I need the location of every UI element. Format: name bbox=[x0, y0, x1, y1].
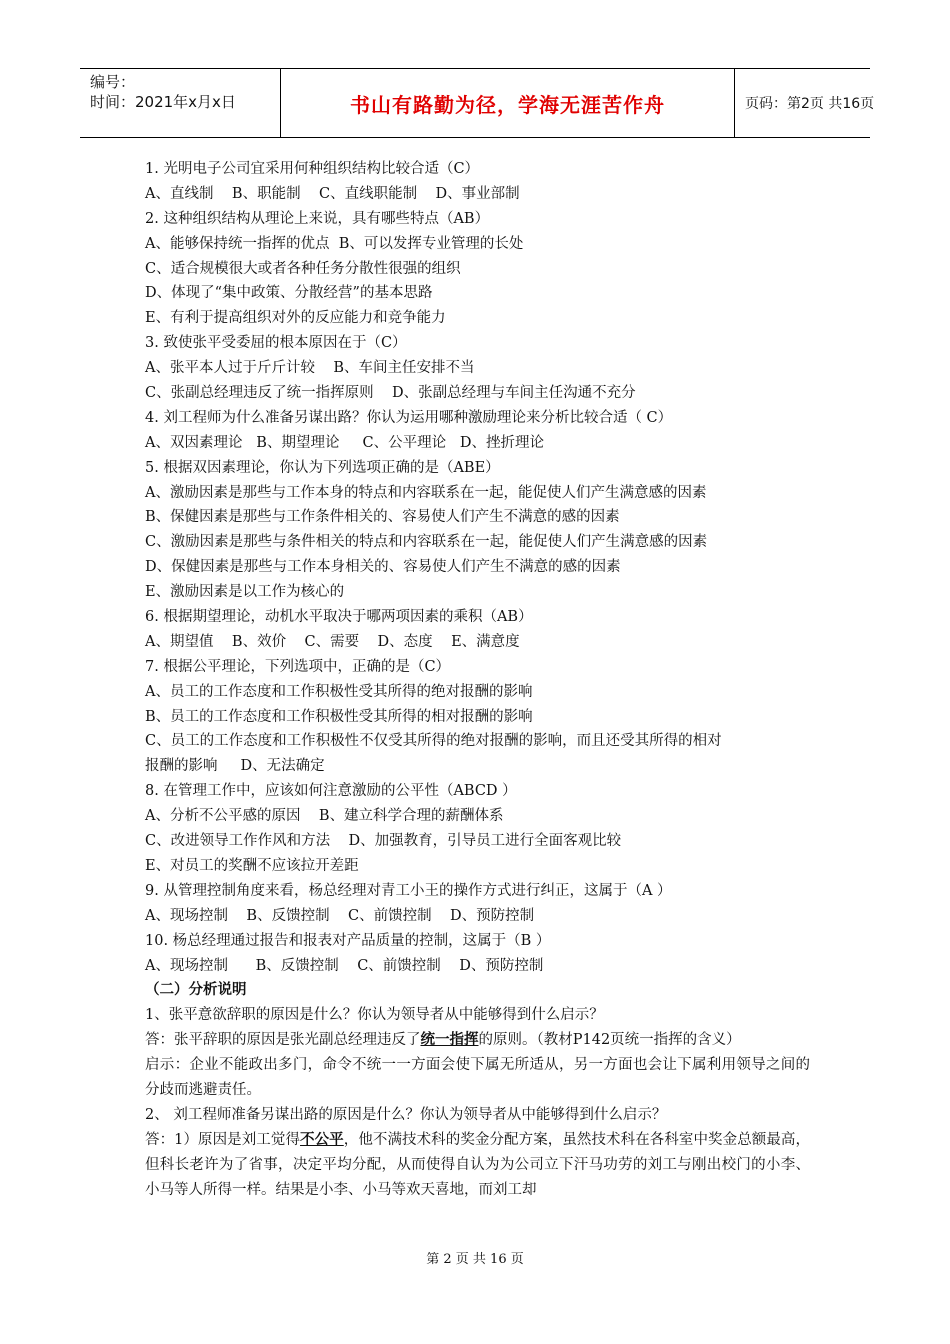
question-line: A、张平本人过于斤斤计较 B、车间主任安排不当 bbox=[145, 360, 475, 377]
question-line: 8. 在管理工作中，应该如何注意激励的公平性（ABCD ） bbox=[145, 783, 517, 800]
page-header bbox=[80, 68, 875, 138]
question-line: E、对员工的奖酬不应该拉开差距 bbox=[145, 857, 359, 874]
analysis-question-1: 1、张平意欲辞职的原因是什么？你认为领导者从中能够得到什么启示？ bbox=[145, 1007, 604, 1024]
question-line: A、期望值 B、效价 C、需要 D、态度 E、满意度 bbox=[145, 633, 520, 650]
question-line: C、激励因素是那些与条件相关的特点和内容联系在一起，能促使人们产生满意感的因素 bbox=[145, 534, 708, 551]
answer-2-emphasis: 不公平 bbox=[300, 1130, 344, 1148]
header-page-info: 页码：第2页 共16页 bbox=[745, 96, 875, 112]
question-line: 6. 根据期望理论，动机水平取决于哪两项因素的乘积（AB） bbox=[145, 609, 533, 626]
question-line: 报酬的影响 D、无法确定 bbox=[145, 758, 325, 775]
question-list bbox=[145, 157, 810, 978]
question-line: 5. 根据双因素理论，你认为下列选项正确的是（ABE） bbox=[145, 459, 500, 476]
document-body bbox=[145, 157, 810, 1203]
question-line: D、体现了“集中政策、分散经营”的基本思路 bbox=[145, 285, 433, 302]
question-line: 2. 这种组织结构从理论上来说，具有哪些特点（AB） bbox=[145, 210, 490, 227]
analysis-question-2: 2、 刘工程师准备另谋出路的原因是什么？你认为领导者从中能够得到什么启示？ bbox=[145, 1106, 667, 1123]
question-line: C、张副总经理违反了统一指挥原则 D、张副总经理与车间主任沟通不充分 bbox=[145, 385, 636, 402]
question-line: A、现场控制 B、反馈控制 C、前馈控制 D、预防控制 bbox=[145, 907, 535, 924]
answer-2-text-rest: ，他不满技术科的奖金分配方案，虽然技术科在各科室中奖金总额最高，但科长老许为了省事，决定平均分配，从而使得自认为为公司立下汗马功劳的刘工与刚出校门的小李、小马等人所得一样。结果是小李、小马等欢天喜地，而刘工却 bbox=[145, 1131, 810, 1198]
header-motto: 书山有路勤为径，学海无涯苦作舟 bbox=[350, 92, 665, 117]
question-line: C、改进领导工作作风和方法 D、加强教育，引导员工进行全面客观比较 bbox=[145, 833, 622, 850]
question-line: A、现场控制 B、反馈控制 C、前馈控制 D、预防控制 bbox=[145, 957, 544, 974]
question-line: B、员工的工作态度和工作积极性受其所得的相对报酬的影响 bbox=[145, 708, 533, 725]
question-line: D、保健因素是那些与工作本身相关的、容易使人们产生不满意的感的因素 bbox=[145, 559, 621, 576]
question-line: A、员工的工作态度和工作积极性受其所得的绝对报酬的影响 bbox=[145, 683, 533, 700]
answer-1-text-rest: 的原则。（教材P142页统一指挥的含义） bbox=[478, 1032, 741, 1049]
question-line: 7. 根据公平理论，下列选项中，正确的是（C） bbox=[145, 658, 451, 675]
analysis-insight-1: 启示：企业不能政出多门，命令不统一一方面会使下属无所适从，另一方面也会让下属利用领导之间的分歧而逃避责任。 bbox=[145, 1057, 810, 1098]
question-line: A、分析不公平感的原因 B、建立科学合理的薪酬体系 bbox=[145, 808, 504, 825]
page-footer: 第 2 页 共 16 页 bbox=[426, 1252, 524, 1267]
question-line: C、适合规模很大或者各种任务分散性很强的组织 bbox=[145, 260, 461, 277]
question-line: 9. 从管理控制角度来看，杨总经理对青工小王的操作方式进行纠正，这属于（A ） bbox=[145, 882, 672, 899]
answer-2-text: 答：1）原因是刘工觉得 bbox=[145, 1131, 301, 1148]
question-line: A、双因素理论 B、期望理论 C、公平理论 D、挫折理论 bbox=[145, 434, 545, 451]
question-line: 1. 光明电子公司宜采用何种组织结构比较合适（C） bbox=[145, 161, 480, 177]
question-line: 4. 刘工程师为什么准备另谋出路？你认为运用哪种激励理论来分析比较合适（ C） bbox=[145, 409, 673, 426]
answer-1-emphasis: 统一指挥 bbox=[420, 1031, 479, 1049]
section-heading: （二）分析说明 bbox=[145, 982, 247, 999]
document-number-label: 编号： bbox=[90, 73, 136, 91]
question-line: 10. 杨总经理通过报告和报表对产品质量的控制，这属于（B ） bbox=[145, 932, 551, 949]
question-line: A、直线制 B、职能制 C、直线职能制 D、事业部制 bbox=[145, 185, 520, 202]
question-line: A、能够保持统一指挥的优点 B、可以发挥专业管理的长处 bbox=[145, 235, 524, 252]
question-line: E、有利于提高组织对外的反应能力和竞争能力 bbox=[145, 310, 446, 327]
header-motto-cell bbox=[280, 69, 735, 137]
question-line: 3. 致使张平受委屈的根本原因在于（C） bbox=[145, 335, 407, 352]
header-meta bbox=[80, 69, 280, 137]
answer-1-text: 答：张平辞职的原因是张光副总经理违反了 bbox=[145, 1032, 421, 1049]
question-line: B、保健因素是那些与工作条件相关的、容易使人们产生不满意的感的因素 bbox=[145, 509, 620, 526]
analysis-answer-2 bbox=[145, 1128, 810, 1203]
question-line: A、激励因素是那些与工作本身的特点和内容联系在一起，能促使人们产生满意感的因素 bbox=[145, 484, 707, 501]
analysis-answer-1 bbox=[145, 1028, 810, 1053]
question-line: E、激励因素是以工作为核心的 bbox=[145, 584, 345, 601]
question-line: C、员工的工作态度和工作积极性不仅受其所得的绝对报酬的影响，而且还受其所得的相对 bbox=[145, 733, 722, 750]
document-time-label: 时间：2021年x月x日 bbox=[90, 93, 236, 111]
